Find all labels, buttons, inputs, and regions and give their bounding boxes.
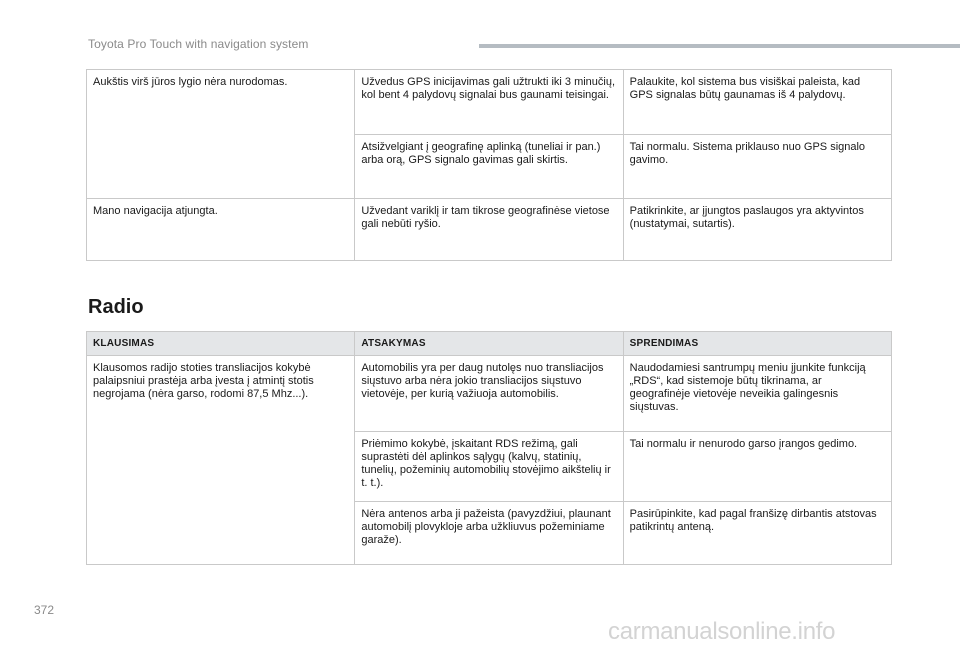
column-header-answer: ATSAKYMAS bbox=[355, 332, 623, 356]
section-title-radio: Radio bbox=[88, 296, 144, 318]
question-cell: Mano navigacija atjungta. bbox=[87, 199, 355, 261]
solution-cell: Patikrinkite, ar įjungtos paslaugos yra aktyvintos (nustatymai, sutartis). bbox=[623, 199, 891, 261]
column-header-solution: SPRENDIMAS bbox=[623, 332, 891, 356]
answer-cell: Užvedus GPS inicijavimas gali užtrukti iki 3 minučių, kol bent 4 palydovų signalai bus gaunami teisingai. bbox=[355, 70, 623, 135]
table-header-row bbox=[87, 332, 892, 356]
answer-cell: Nėra antenos arba ji pažeista (pavyzdžiui, plaunant automobilį plovykloje arba užkliuvus požeminiame garaže). bbox=[355, 502, 623, 565]
watermark: carmanualsonline.info bbox=[608, 618, 836, 645]
table-row bbox=[87, 70, 892, 135]
question-cell: Klausomos radijo stoties transliacijos kokybė palaipsniui prastėja arba įvesta į atmintį stotis negrojama (nėra garso, rodomi 87,5 Mhz...). bbox=[87, 356, 355, 565]
solution-cell: Tai normalu ir nenurodo garso įrangos gedimo. bbox=[623, 432, 891, 502]
solution-cell: Naudodamiesi santrumpų meniu įjunkite funkciją „RDS“, kad sistemoje būtų tikrinama, ar geografinėje vietovėje neveikia galingesnis siųstuvas. bbox=[623, 356, 891, 432]
table-row bbox=[87, 356, 892, 432]
answer-cell: Atsižvelgiant į geografinę aplinką (tuneliai ir pan.) arba orą, GPS signalo gavimas gali skirtis. bbox=[355, 135, 623, 199]
question-cell: Aukštis virš jūros lygio nėra nurodomas. bbox=[87, 70, 355, 199]
column-header-question: KLAUSIMAS bbox=[87, 332, 355, 356]
solution-cell: Pasirūpinkite, kad pagal franšizę dirbantis atstovas patikrintų anteną. bbox=[623, 502, 891, 565]
answer-cell: Užvedant variklį ir tam tikrose geografinėse vietose gali nebūti ryšio. bbox=[355, 199, 623, 261]
solution-cell: Palaukite, kol sistema bus visiškai paleista, kad GPS signalas būtų gaunamas iš 4 palydovų. bbox=[623, 70, 891, 135]
answer-cell: Priėmimo kokybė, įskaitant RDS režimą, gali suprastėti dėl aplinkos sąlygų (kalvų, statinių, tunelių, požeminių automobilių stovėjimo aikštelių ir t. t.). bbox=[355, 432, 623, 502]
table-row bbox=[87, 199, 892, 261]
header-title: Toyota Pro Touch with navigation system bbox=[88, 37, 309, 51]
solution-cell: Tai normalu. Sistema priklauso nuo GPS signalo gavimo. bbox=[623, 135, 891, 199]
radio-troubleshooting-table bbox=[86, 331, 892, 565]
header-bar bbox=[479, 44, 960, 48]
navigation-troubleshooting-table bbox=[86, 69, 892, 261]
page-number: 372 bbox=[34, 603, 55, 617]
answer-cell: Automobilis yra per daug nutolęs nuo transliacijos siųstuvo arba nėra jokio transliacijos siųstuvo vietovėje, per kurią važiuoja automobilis. bbox=[355, 356, 623, 432]
